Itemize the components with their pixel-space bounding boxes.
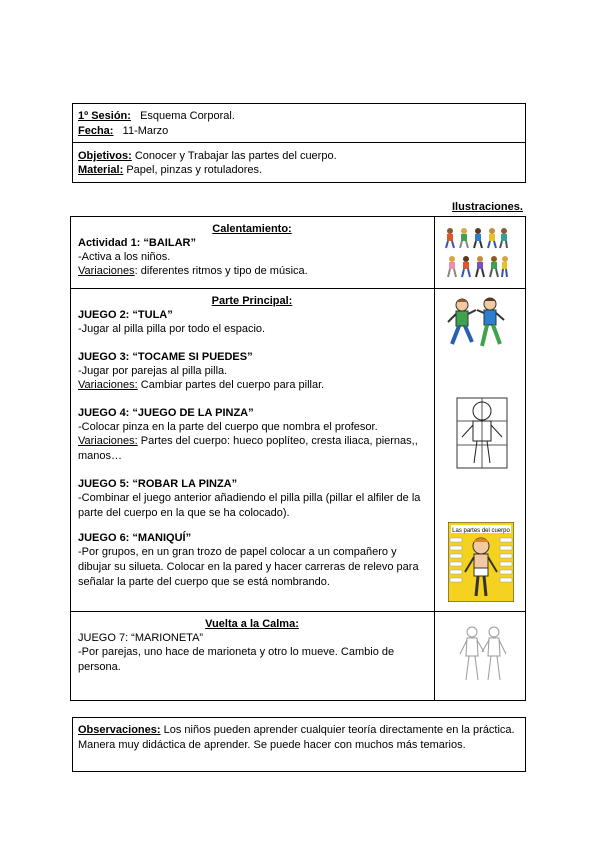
body-parts-poster-illustration [448,522,514,602]
illustrations-heading: Ilustraciones. [452,201,523,213]
game-4-variations-value: Partes del cuerpo: hueco poplíteo, cresta iliaca, piernas,, manos… [78,435,418,462]
objectives-value: Conocer y Trabajar las partes del cuerpo. [134,150,337,162]
game-3-variations-value: Cambiar partes del cuerpo para pillar. [137,379,325,391]
dancing-kid [462,256,470,277]
variations-label: Variaciones [78,265,135,277]
observations-label: Observaciones: [78,724,161,736]
dancing-kid [500,228,507,248]
date-value: 11-Marzo [122,125,169,137]
dancing-kids-illustration [444,226,508,280]
row-divider [70,611,526,612]
main-part-section [72,294,432,590]
game-6-line: -Por grupos, en un gran trozo de papel colocar a un compañero y dibujar su silueta. Colocar en la pared y hacer carreras de relevo para señalar la parte del cuerpo que se está nombrando. [78,546,419,588]
material-value: Papel, pinzas y rotuladores. [126,164,263,176]
poster-title: Las partes del cuerpo [452,528,510,534]
session-label: 1º Sesión: [78,110,131,122]
date-label: Fecha: [78,125,114,137]
game-4-title: JUEGO 4: “JUEGO DE LA PINZA” [78,407,254,419]
objectives-box [72,143,526,183]
activity-1-title: Actividad 1: “BAILAR” [78,237,196,249]
game-2-line: -Jugar al pilla pilla por todo el espacio. [78,323,266,335]
dancing-kid [502,256,508,277]
variations-value: : diferentes ritmos y tipo de música. [134,265,308,277]
game-6-title: JUEGO 6: “MANIQUÍ” [78,532,192,544]
dancing-kid [448,256,456,277]
dancing-kid [460,228,468,248]
objectives-label: Objetivos: [78,150,132,162]
game-3-line: -Jugar por parejas al pilla pilla. [78,365,228,377]
game-2-title: JUEGO 2: “TULA” [78,309,173,321]
warmup-title: Calentamiento: [212,223,292,235]
main-part-title: Parte Principal: [211,295,293,307]
material-label: Material: [78,164,124,176]
dancing-kid [488,228,496,248]
running-children-illustration [444,296,508,356]
dancing-kid [446,228,454,248]
game-5-line: -Combinar el juego anterior añadiendo el pilla pilla (pillar el alfiler de la parte del cuerpo en la que se ha colocado). [78,492,421,519]
cooldown-section [72,617,432,675]
dancing-kid [490,256,498,277]
game-4-variations-label: Variaciones: [78,435,138,447]
game-3-title: JUEGO 3: “TOCAME SI PUEDES” [78,351,253,363]
body-puzzle-illustration [452,397,512,469]
dancing-kid [474,228,482,248]
row-divider [70,288,526,289]
session-header-box [72,103,526,143]
game-4-line: -Colocar pinza en la parte del cuerpo que nombra el profesor. [78,421,378,433]
dancing-kid [476,256,484,277]
game-5-title: JUEGO 5: “ROBAR LA PINZA” [78,478,238,490]
observations-box [72,717,526,772]
warmup-section [72,222,432,278]
session-value: Esquema Corporal. [140,110,235,122]
marionette-pair-illustration [454,624,512,686]
game-7-title: JUEGO 7: “MARIONETA” [78,632,204,644]
activity-1-line: -Activa a los niños. [78,251,171,263]
game-3-variations-label: Variaciones: [78,379,138,391]
cooldown-title: Vuelta a la Calma: [205,618,299,630]
observations-value: Los niños pueden aprender cualquier teoría directamente en la práctica. Manera muy didáctica de aprender. Se puede hacer con muchos más temarios. [78,724,515,751]
game-7-line: -Por parejas, uno hace de marioneta y otro lo mueve. Cambio de persona. [78,646,395,673]
